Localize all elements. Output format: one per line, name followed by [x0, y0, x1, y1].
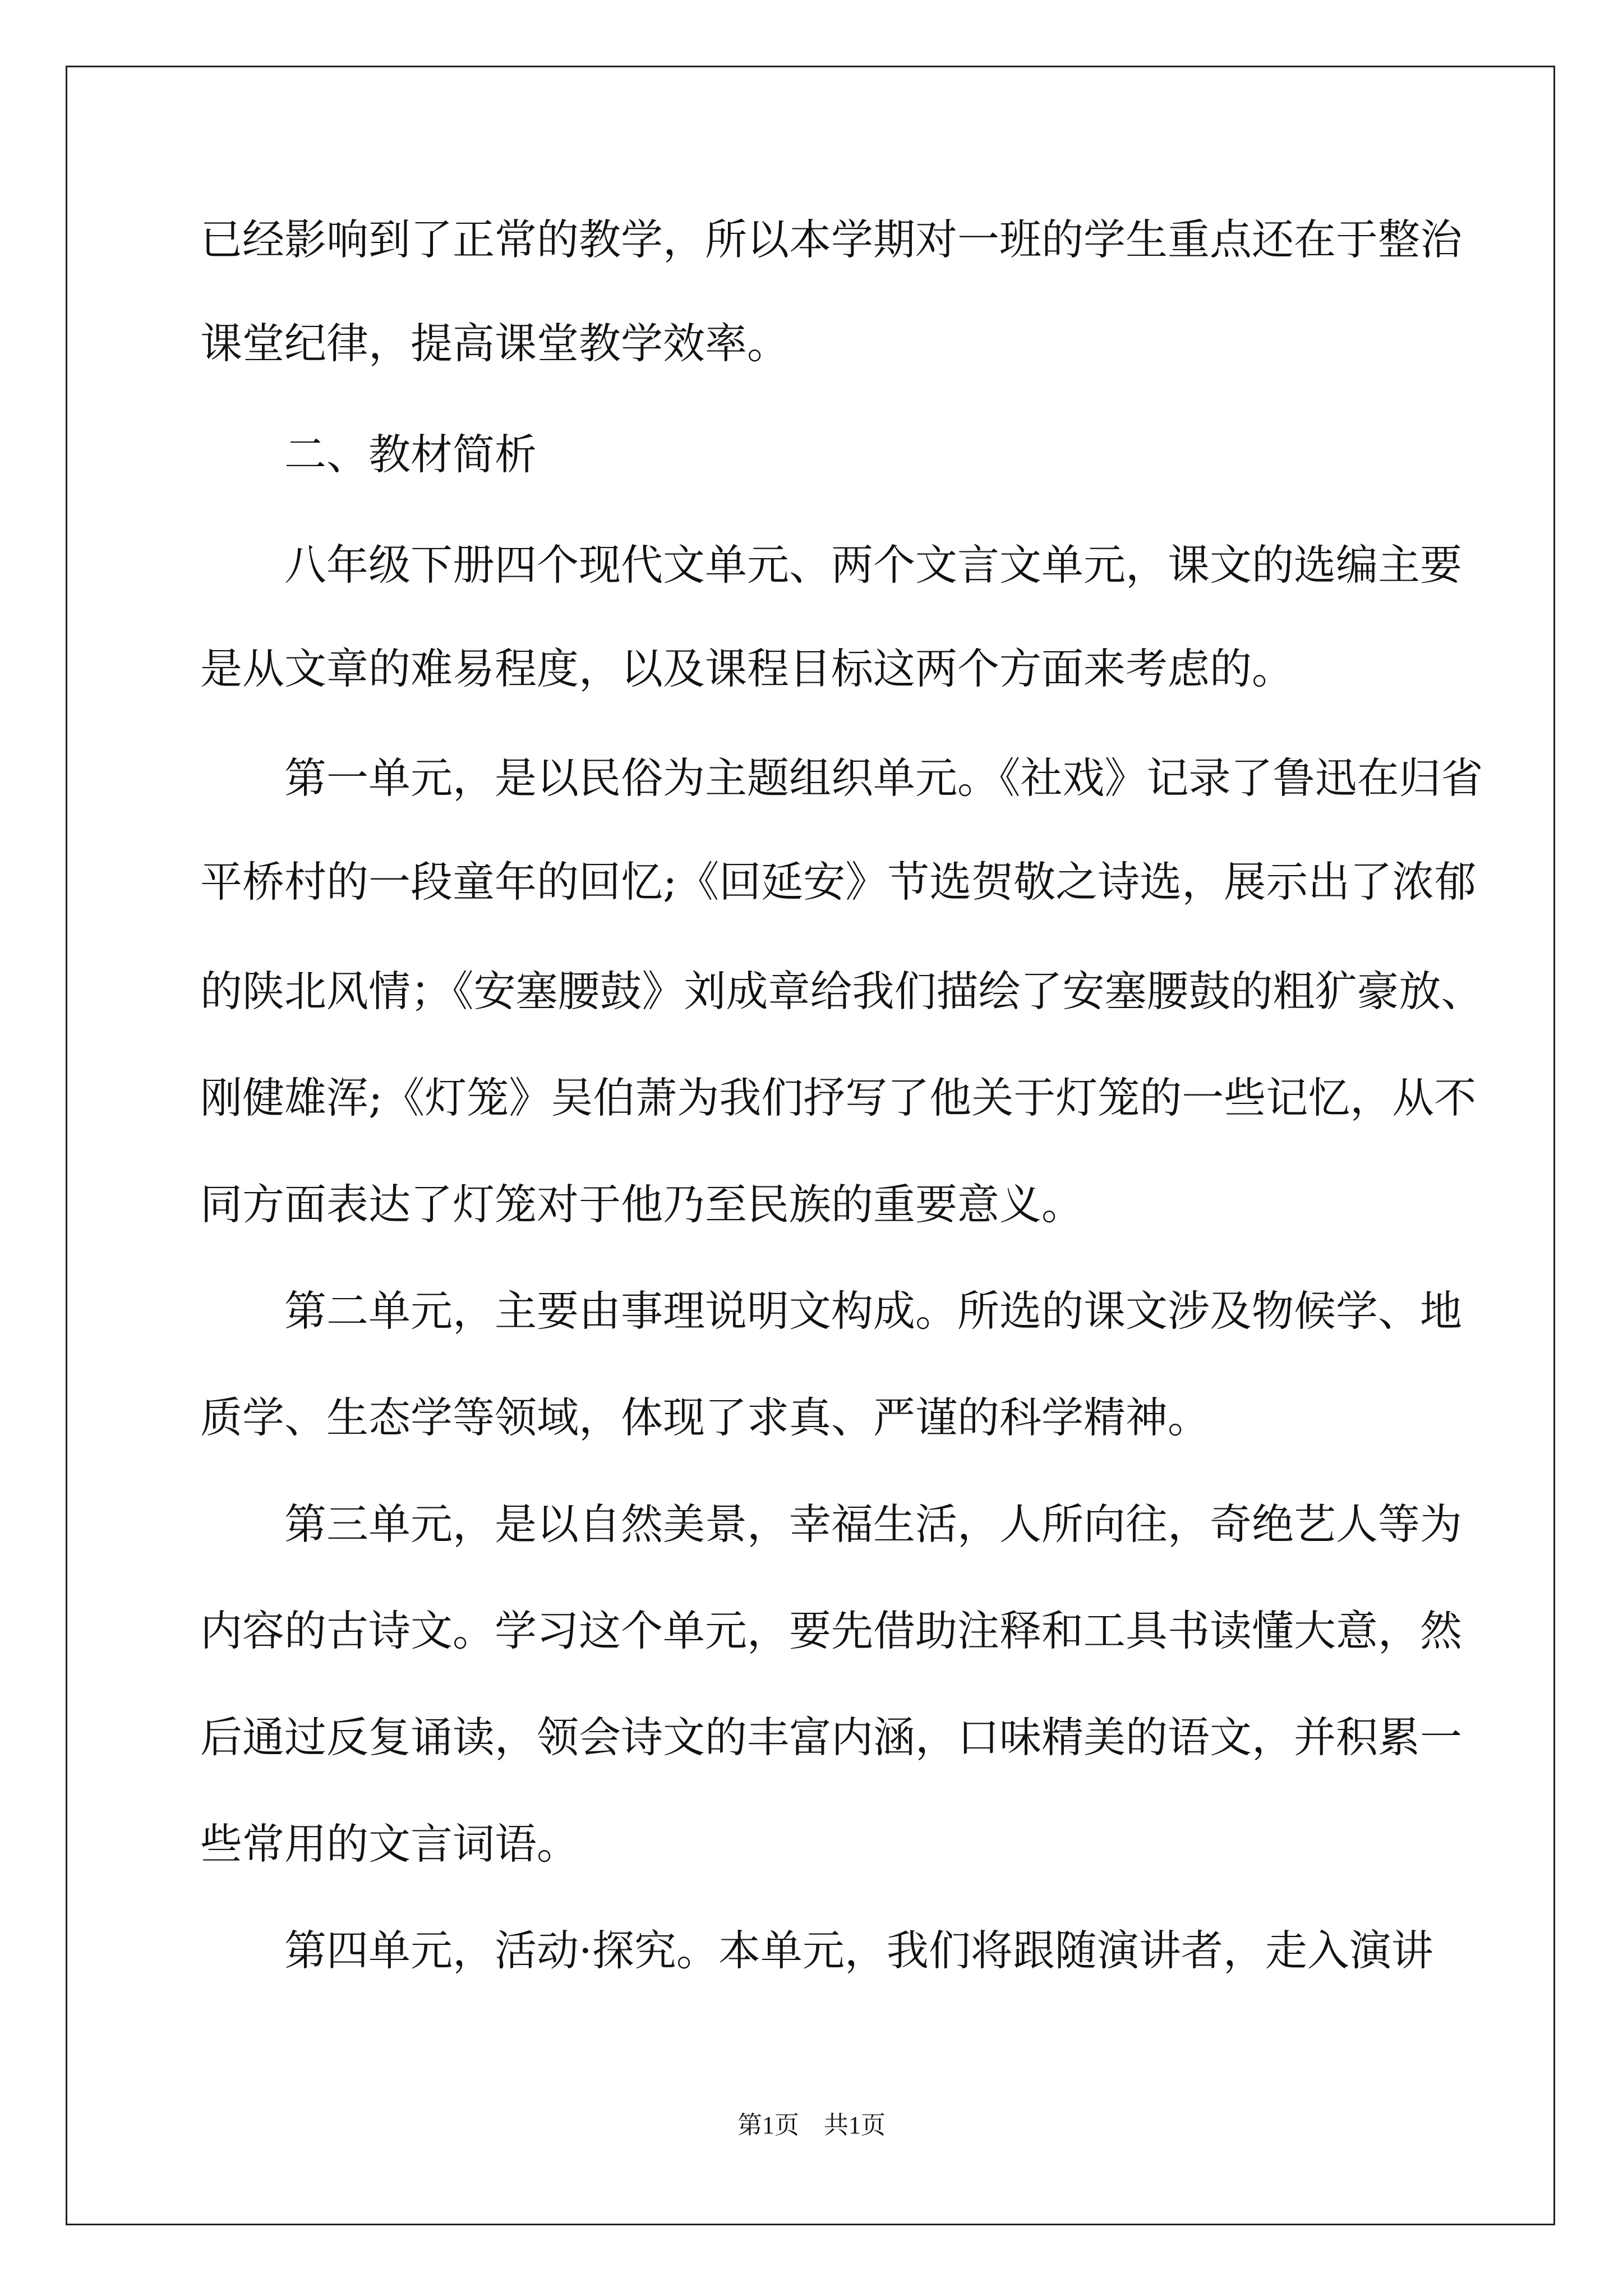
text-line: 第四单元，活动·探究。本单元，我们将跟随演讲者，走入演讲: [200, 1926, 1433, 1975]
text-line: 平桥村的一段童年的回忆;《回延安》节选贺敬之诗选，展示出了浓郁: [200, 857, 1477, 907]
text-line: 是从文章的难易程度，以及课程目标这两个方面来考虑的。: [200, 644, 1294, 693]
text-line: 后通过反复诵读，领会诗文的丰富内涵，口味精美的语文，并积累一: [200, 1713, 1463, 1762]
text-line: 些常用的文言词语。: [200, 1819, 579, 1869]
text-line: 同方面表达了灯笼对于他乃至民族的重要意义。: [200, 1180, 1084, 1229]
text-line: 的陕北风情；《安塞腰鼓》刘成章给我们描绘了安塞腰鼓的粗犷豪放、: [200, 967, 1483, 1016]
text-line: 已经影响到了正常的教学，所以本学期对一班的学生重点还在于整治: [200, 215, 1463, 264]
page-border: [66, 66, 1555, 2225]
text-line: 内容的古诗文。学习这个单元，要先借助注释和工具书读懂大意，然: [200, 1606, 1463, 1655]
text-line: 刚健雄浑;《灯笼》吴伯萧为我们抒写了他关于灯笼的一些记忆，从不: [200, 1073, 1477, 1122]
text-line: 第三单元，是以自然美景，幸福生活，人所向往，奇绝艺人等为: [200, 1499, 1463, 1549]
text-line: 八年级下册四个现代文单元、两个文言文单元，课文的选编主要: [200, 540, 1463, 590]
text-line: 第二单元，主要由事理说明文构成。所选的课文涉及物候学、地: [200, 1286, 1463, 1336]
page-footer: 第1页 共1页: [737, 2111, 886, 2139]
text-line: 第一单元，是以民俗为主题组织单元。《社戏》记录了鲁迅在归省: [200, 753, 1483, 803]
section-heading: 二、教材简析: [200, 430, 537, 479]
text-line: 课堂纪律，提高课堂教学效率。: [200, 319, 790, 368]
text-line: 质学、生态学等领域，体现了求真、严谨的科学精神。: [200, 1393, 1210, 1442]
